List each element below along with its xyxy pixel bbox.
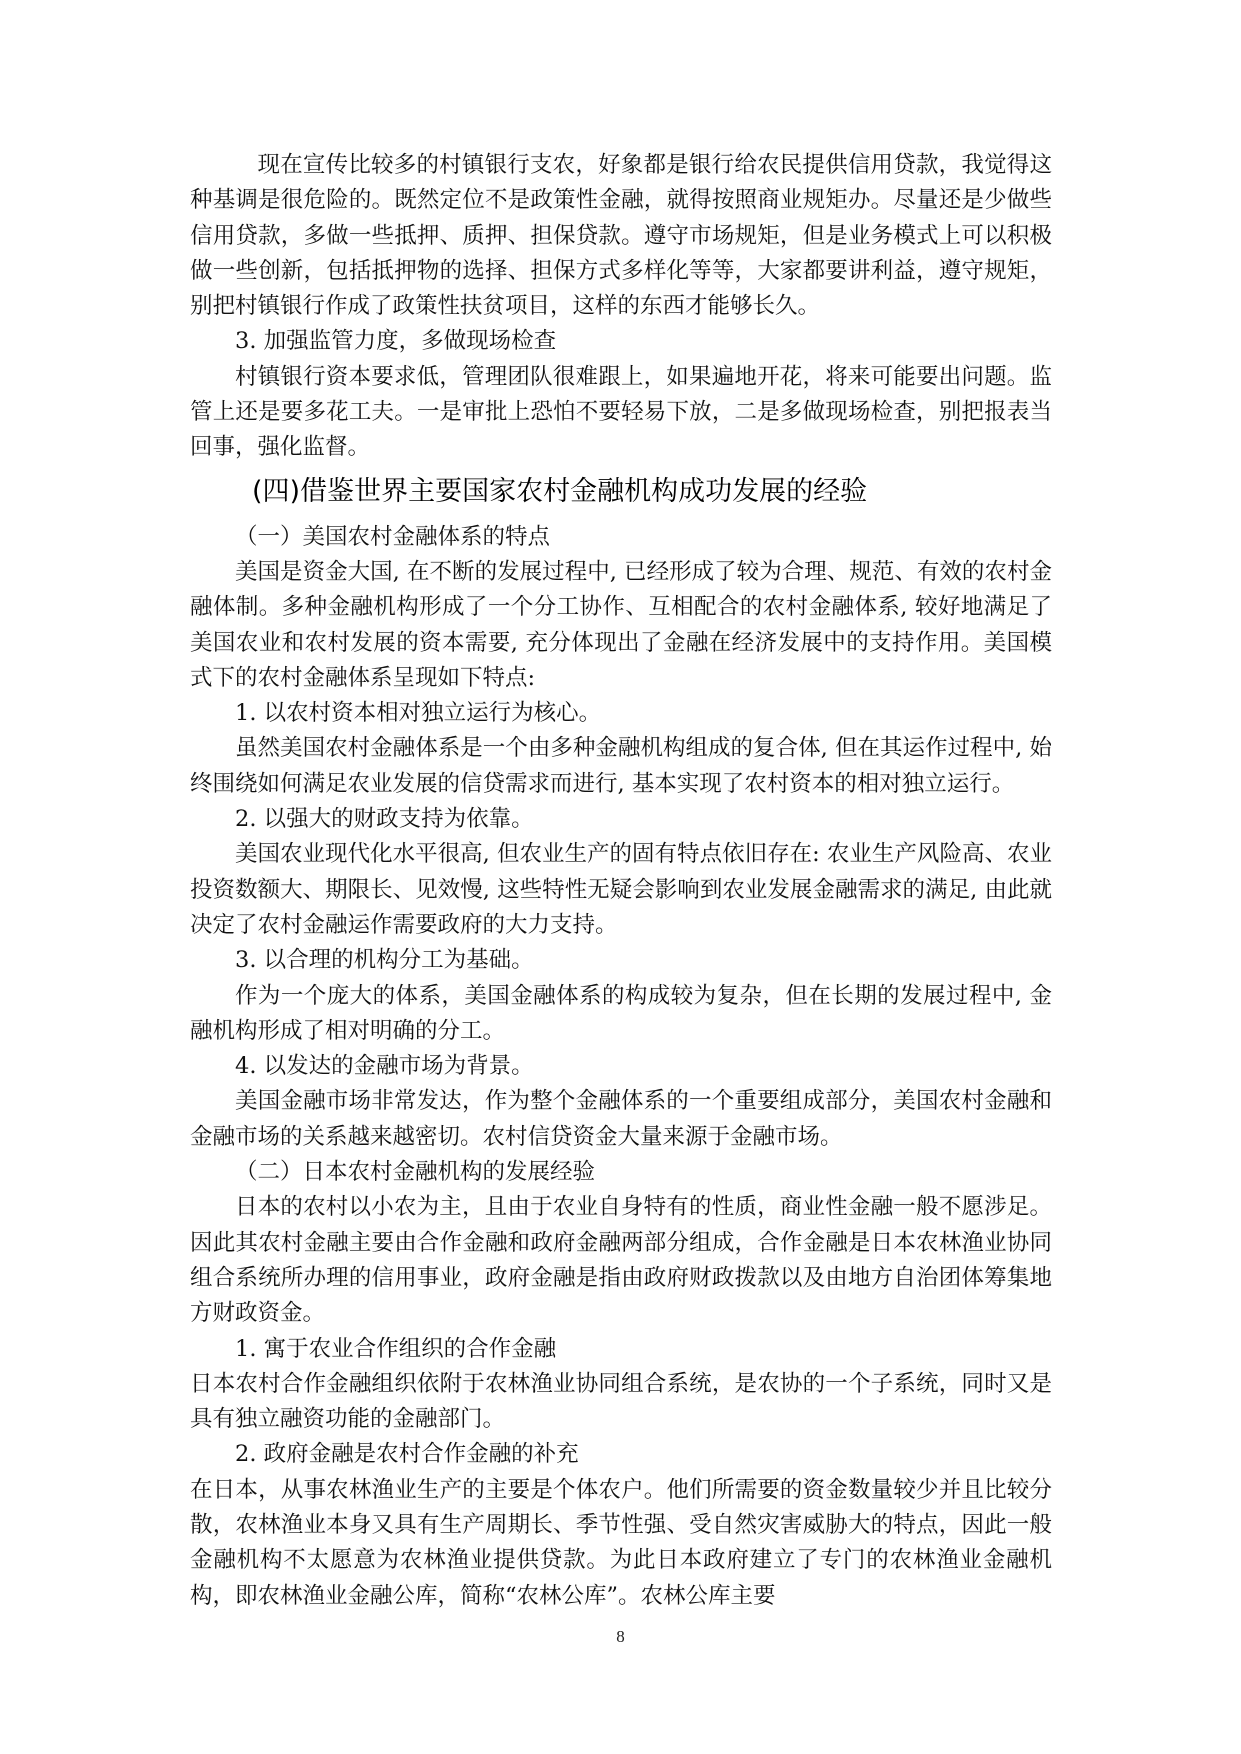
us-item-3: 3. 以合理的机构分工为基础。 bbox=[235, 947, 534, 974]
subheading-japan: （二）日本农村金融机构的发展经验 bbox=[235, 1159, 596, 1186]
section-heading: (四)借鉴世界主要国家农村金融机构成功发展的经验 bbox=[252, 475, 868, 507]
paragraph-japan-intro: 日本的农村以小农为主，且由于农业自身特有的性质，商业性金融一般不愿涉足。因此其农村金融主要由合作金融和政府金融两部分组成，合作金融是日本农林渔业协同组合系统所办理的信用事业，政府金融是指由政府财政拨款以及由地方自治团体筹集地方财政资金。 bbox=[190, 1194, 1052, 1327]
item-3-supervision: 3. 加强监管力度，多做现场检查 bbox=[235, 328, 557, 355]
paragraph-japan-item-2: 在日本，从事农林渔业生产的主要是个体农户。他们所需要的资金数量较少并且比较分散，农林渔业本身又具有生产周期长、季节性强、受自然灾害威胁大的特点，因此一般金融机构不太愿意为农林渔业提供贷款。为此日本政府建立了专门的农林渔业金融机构，即农林渔业金融公库，简称“农林公库”。农林公库主要 bbox=[190, 1476, 1052, 1609]
paragraph-village-bank-credit: 现在宣传比较多的村镇银行支农，好象都是银行给农民提供信用贷款，我觉得这种基调是很危险的。既然定位不是政策性金融，就得按照商业规矩办。尽量还是少做些信用贷款，多做一些抵押、质押、担保贷款。遵守市场规矩，但是业务模式上可以积极做一些创新，包括抵押物的选择、担保方式多样化等等，大家都要讲利益，遵守规矩，别把村镇银行作成了政策性扶贫项目，这样的东西才能够长久。 bbox=[190, 152, 1052, 320]
paragraph-us-intro: 美国是资金大国, 在不断的发展过程中, 已经形成了较为合理、规范、有效的农村金融体制。多种金融机构形成了一个分工协作、互相配合的农村金融体系, 较好地满足了美国农业和农村发展的资本需要, 充分体现出了金融在经济发展中的支持作用。美国模式下的农村金融体系呈现如下特点: bbox=[190, 558, 1052, 691]
us-item-4: 4. 以发达的金融市场为背景。 bbox=[235, 1053, 534, 1080]
paragraph-us-item-4: 美国金融市场非常发达，作为整个金融体系的一个重要组成部分，美国农村金融和金融市场的关系越来越密切。农村信贷资金大量来源于金融市场。 bbox=[190, 1088, 1052, 1150]
japan-item-1: 1. 寓于农业合作组织的合作金融 bbox=[235, 1335, 557, 1362]
paragraph-us-item-2: 美国农业现代化水平很高, 但农业生产的固有特点依旧存在: 农业生产风险高、农业投资数额大、期限长、见效慢, 这些特性无疑会影响到农业发展金融需求的满足, 由此就决定了农村金融运作需要政府的大力支持。 bbox=[190, 841, 1052, 938]
us-item-1: 1. 以农村资本相对独立运行为核心。 bbox=[235, 700, 602, 727]
subheading-us: （一）美国农村金融体系的特点 bbox=[235, 523, 551, 550]
page-number: 8 bbox=[616, 1627, 625, 1646]
paragraph-supervision: 村镇银行资本要求低，管理团队很难跟上，如果遍地开花，将来可能要出问题。监管上还是要多花工夫。一是审批上恐怕不要轻易下放，二是多做现场检查，别把报表当回事，强化监督。 bbox=[190, 363, 1052, 461]
us-item-2: 2. 以强大的财政支持为依靠。 bbox=[235, 806, 534, 833]
japan-item-2: 2. 政府金融是农村合作金融的补充 bbox=[235, 1441, 579, 1468]
body-text bbox=[190, 148, 1052, 1614]
paragraph-us-item-1: 虽然美国农村金融体系是一个由多种金融机构组成的复合体, 但在其运作过程中, 始终围绕如何满足农业发展的信贷需求而进行, 基本实现了农村资本的相对独立运行。 bbox=[190, 735, 1052, 797]
paragraph-japan-item-1: 日本农村合作金融组织依附于农林渔业协同组合系统，是农协的一个子系统，同时又是具有独立融资功能的金融部门。 bbox=[190, 1370, 1052, 1433]
paragraph-us-item-3: 作为一个庞大的体系，美国金融体系的构成较为复杂，但在长期的发展过程中, 金融机构形成了相对明确的分工。 bbox=[190, 982, 1052, 1044]
